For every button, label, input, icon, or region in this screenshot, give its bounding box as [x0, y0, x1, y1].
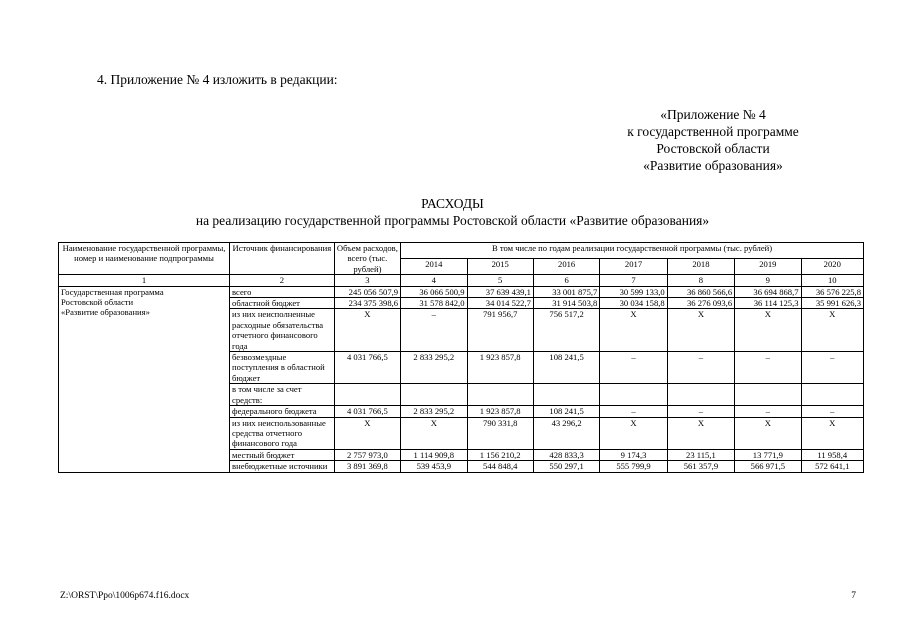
- value-cell: 790 331,8: [467, 417, 533, 449]
- source-cell: всего: [230, 286, 335, 297]
- value-cell: 37 639 439,1: [467, 286, 533, 297]
- value-cell: –: [600, 352, 667, 384]
- value-cell: [533, 384, 599, 406]
- value-cell: 36 114 125,3: [735, 298, 801, 309]
- header-year: 2019: [735, 259, 801, 275]
- value-cell: 561 357,9: [667, 461, 734, 472]
- annex-line: «Приложение № 4: [660, 107, 766, 122]
- col-number: 8: [667, 275, 734, 286]
- value-cell: 1 114 909,8: [401, 449, 467, 460]
- document-title: [0, 195, 905, 229]
- value-cell: 9 174,3: [600, 449, 667, 460]
- value-cell: 550 297,1: [533, 461, 599, 472]
- value-cell: 756 517,2: [533, 309, 599, 352]
- program-name-cell: [59, 286, 230, 472]
- value-cell: 33 001 875,7: [533, 286, 599, 297]
- value-cell: X: [667, 309, 734, 352]
- value-cell: X: [667, 417, 734, 449]
- value-cell: X: [735, 417, 801, 449]
- col-number: 4: [401, 275, 467, 286]
- value-cell: 36 276 093,6: [667, 298, 734, 309]
- value-cell: –: [401, 309, 467, 352]
- value-cell: 4 031 766,5: [334, 352, 400, 384]
- value-cell: 3 891 369,8: [334, 461, 400, 472]
- value-cell: 30 599 133,0: [600, 286, 667, 297]
- value-cell: 31 914 503,8: [533, 298, 599, 309]
- value-cell: 555 799,9: [600, 461, 667, 472]
- value-cell: 572 641,1: [801, 461, 863, 472]
- value-cell: 4 031 766,5: [334, 406, 400, 417]
- value-cell: 544 848,4: [467, 461, 533, 472]
- title-line-1: РАСХОДЫ: [421, 196, 484, 211]
- annex-line: Ростовской области: [656, 141, 770, 156]
- header-source: Источник финансирования: [230, 243, 335, 275]
- source-cell: местный бюджет: [230, 449, 335, 460]
- value-cell: 30 034 158,8: [600, 298, 667, 309]
- value-cell: 36 694 868,7: [735, 286, 801, 297]
- source-cell: из них неисполненные расходные обязательства отчетного финансового года: [230, 309, 335, 352]
- value-cell: X: [334, 417, 400, 449]
- value-cell: [334, 384, 400, 406]
- value-cell: [467, 384, 533, 406]
- source-cell: внебюджетные источники: [230, 461, 335, 472]
- value-cell: –: [735, 406, 801, 417]
- header-name: Наименование государственной программы, номер и наименование подпрограммы: [59, 243, 230, 275]
- header-year: 2020: [801, 259, 863, 275]
- value-cell: 11 958,4: [801, 449, 863, 460]
- value-cell: 234 375 398,6: [334, 298, 400, 309]
- value-cell: –: [667, 406, 734, 417]
- value-cell: –: [667, 352, 734, 384]
- value-cell: 43 296,2: [533, 417, 599, 449]
- value-cell: 1 923 857,8: [467, 406, 533, 417]
- value-cell: 35 991 626,3: [801, 298, 863, 309]
- value-cell: –: [801, 352, 863, 384]
- col-number: 7: [600, 275, 667, 286]
- value-cell: 36 066 500,9: [401, 286, 467, 297]
- value-cell: –: [600, 406, 667, 417]
- value-cell: 2 833 295,2: [401, 406, 467, 417]
- source-cell: безвозмездные поступления в областной бюджет: [230, 352, 335, 384]
- col-number: 6: [533, 275, 599, 286]
- value-cell: 23 115,1: [667, 449, 734, 460]
- value-cell: 1 156 210,2: [467, 449, 533, 460]
- header-volume: Объем расходов, всего (тыс. рублей): [334, 243, 400, 275]
- value-cell: 1 923 857,8: [467, 352, 533, 384]
- header-year: 2016: [533, 259, 599, 275]
- value-cell: [401, 384, 467, 406]
- value-cell: [667, 384, 734, 406]
- page-number: 7: [851, 591, 856, 601]
- value-cell: 108 241,5: [533, 352, 599, 384]
- value-cell: 2 757 973,0: [334, 449, 400, 460]
- intro-text: 4. Приложение № 4 изложить в редакции:: [97, 72, 338, 87]
- col-number: 2: [230, 275, 335, 286]
- header-year: 2017: [600, 259, 667, 275]
- program-name-line: Государственная программа: [61, 286, 164, 297]
- header-year: 2015: [467, 259, 533, 275]
- program-name-line: Ростовской области: [61, 297, 134, 308]
- value-cell: 566 971,5: [735, 461, 801, 472]
- col-number: 5: [467, 275, 533, 286]
- source-cell: из них неиспользованные средства отчетного финансового года: [230, 417, 335, 449]
- annex-line: к государственной программе: [627, 124, 799, 139]
- value-cell: X: [735, 309, 801, 352]
- header-year: 2014: [401, 259, 467, 275]
- value-cell: –: [801, 406, 863, 417]
- value-cell: 13 771,9: [735, 449, 801, 460]
- value-cell: 34 014 522,7: [467, 298, 533, 309]
- file-path: Z:\ORST\Ppo\1006p674.f16.docx: [60, 591, 190, 601]
- value-cell: 108 241,5: [533, 406, 599, 417]
- table-row: [59, 286, 864, 297]
- header-year: 2018: [667, 259, 734, 275]
- value-cell: 791 956,7: [467, 309, 533, 352]
- value-cell: 31 578 842,0: [401, 298, 467, 309]
- col-number: 3: [334, 275, 400, 286]
- value-cell: 245 056 507,9: [334, 286, 400, 297]
- annex-line: «Развитие образования»: [643, 158, 783, 173]
- source-cell: в том числе за счет средств:: [230, 384, 335, 406]
- col-number: 1: [59, 275, 230, 286]
- value-cell: 36 860 566,6: [667, 286, 734, 297]
- value-cell: 36 576 225,8: [801, 286, 863, 297]
- value-cell: X: [600, 417, 667, 449]
- value-cell: [600, 384, 667, 406]
- expenses-table: [58, 242, 864, 473]
- source-cell: федерального бюджета: [230, 406, 335, 417]
- header-years-group: В том числе по годам реализации государственной программы (тыс. рублей): [401, 243, 864, 259]
- value-cell: –: [735, 352, 801, 384]
- value-cell: [801, 384, 863, 406]
- value-cell: X: [401, 417, 467, 449]
- title-line-2: на реализацию государственной программы Ростовской области «Развитие образования»: [195, 213, 710, 228]
- program-name-line: «Развитие образования»: [61, 307, 150, 318]
- value-cell: [735, 384, 801, 406]
- value-cell: 428 833,3: [533, 449, 599, 460]
- source-cell: областной бюджет: [230, 298, 335, 309]
- col-number: 10: [801, 275, 863, 286]
- value-cell: 539 453,9: [401, 461, 467, 472]
- value-cell: X: [801, 417, 863, 449]
- value-cell: X: [600, 309, 667, 352]
- value-cell: X: [801, 309, 863, 352]
- value-cell: 2 833 295,2: [401, 352, 467, 384]
- col-number: 9: [735, 275, 801, 286]
- annex-heading: [583, 106, 843, 174]
- value-cell: X: [334, 309, 400, 352]
